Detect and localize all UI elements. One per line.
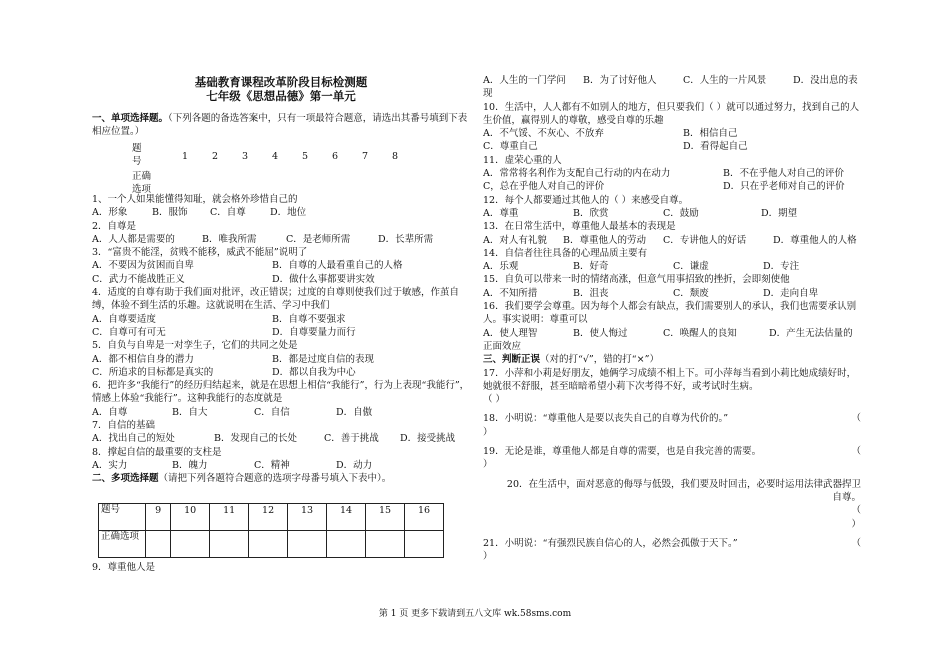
answer-grid-1	[132, 142, 472, 196]
option: D．都以自我为中心	[272, 366, 356, 378]
option: B．唯我所需	[202, 233, 257, 245]
question-11-options-row1	[483, 167, 861, 180]
option: A．自尊	[92, 406, 128, 418]
option: A．自尊要适度	[92, 313, 156, 325]
question-10-options-row2	[483, 140, 861, 153]
question-1: 1、一个人如果能懂得知耻，就会格外珍惜自己的	[92, 194, 298, 205]
option: C．颓废	[673, 287, 709, 299]
table-row	[99, 531, 444, 558]
section2-instruction: （请把下列各题符合题意的选项字母番号填入下表中）。	[158, 473, 392, 485]
question-12: 12．每个人都要通过其他人的（ ）来感受自尊。	[483, 194, 689, 206]
option: B．自大	[172, 406, 208, 418]
question-3-options-row2	[92, 273, 470, 286]
option: C．精神	[254, 459, 290, 471]
table2-number: 10	[171, 504, 210, 531]
question-10: 10．生活中，人人都有不如别人的地方，但只要我们（ ）就可以通过努力，找到自己的人生价值，赢得别人的尊敬，感受自尊的乐趣	[483, 101, 860, 126]
answer-cell[interactable]	[146, 531, 171, 558]
section1-instruction: （下列各题的备选答案中，只有一项最符合题意，请选出其番号填到下表相应位置。）	[92, 113, 468, 138]
answer-cell[interactable]	[288, 531, 327, 558]
grid1-number: 5	[302, 151, 309, 162]
answer-paren-close[interactable]: ）	[483, 459, 493, 471]
answer-paren-open[interactable]: （	[851, 413, 861, 425]
option: C．谦虚	[673, 261, 709, 273]
option: A．不要因为贫困而自卑	[92, 260, 194, 272]
option: A．乐观	[483, 261, 519, 273]
option: C．善于挑战	[324, 433, 379, 445]
question-4-options-row1	[92, 313, 470, 326]
section1-questions	[92, 193, 470, 486]
section1-heading: 一、单项选择题。	[92, 113, 169, 124]
grid1-number: 7	[362, 151, 369, 162]
question-9: 9．尊重他人是	[92, 562, 156, 573]
question-19	[483, 445, 861, 458]
option: B．为了讨好他人	[583, 75, 657, 86]
table2-number: 12	[249, 504, 288, 531]
section3-heading: 三、判断正误	[483, 354, 541, 366]
question-11-options-row2	[483, 180, 861, 193]
question-20: 20．在生活中，面对恶意的侮辱与低毁，我们要及时回击，必要时运用法律武器捍卫自尊。	[506, 478, 861, 503]
grid1-number: 2	[212, 151, 219, 162]
answer-cell[interactable]	[249, 531, 288, 558]
option: C．自信	[254, 406, 290, 418]
question-2-options	[92, 233, 470, 246]
answer-paren-open[interactable]: （	[851, 537, 861, 549]
section2-intro	[92, 472, 470, 485]
option: C．是老师所需	[286, 233, 351, 245]
option: D．做什么事都要讲实效	[272, 273, 375, 285]
option: C．专讲他人的好话	[663, 234, 747, 246]
answer-paren[interactable]: （ ）	[483, 394, 506, 406]
grid1-number: 4	[272, 151, 279, 162]
question-6-options	[92, 406, 470, 419]
option: B．发现自己的长处	[214, 433, 297, 445]
option: B．自尊的人最看重自己的人格	[272, 260, 403, 272]
option: A．不知所措	[483, 287, 538, 299]
question-4: 4．适度的自尊有助于我们面对批评，改正错误；过度的自尊则使我们过于敏感，作茧自缚，体验不到生活的乐趣。这就说明在生活、学习中我们	[92, 287, 460, 312]
option: A．尊重	[483, 207, 519, 219]
table2-number: 14	[327, 504, 366, 531]
page-title: 基础教育课程改革阶段目标检测题	[194, 75, 368, 89]
table-row	[99, 504, 444, 531]
option: A．都不相信自身的潜力	[92, 353, 194, 365]
option: D．地位	[270, 207, 307, 219]
option: A．对人有礼貌	[483, 234, 547, 246]
option: C．武力不能战胜正义	[92, 273, 185, 285]
question-18	[483, 412, 861, 425]
table2-label-bottom: 正确选项	[99, 531, 146, 558]
question-5: 5．自负与自卑是一对孪生子，它们的共同之处是	[92, 340, 298, 352]
answer-paren-close[interactable]: ）	[483, 426, 493, 438]
grid1-number: 6	[332, 151, 339, 162]
answer-cell[interactable]	[404, 531, 443, 558]
grid1-number: 3	[242, 151, 249, 162]
option: A．使人理智	[483, 327, 538, 339]
question-2: 2．自尊是	[92, 220, 137, 232]
question-5-options-row1	[92, 353, 470, 366]
answer-cell[interactable]	[366, 531, 405, 558]
grid1-label-bottom: 正确选项	[132, 171, 152, 195]
option: C．尊重自己	[483, 141, 538, 153]
question-14-options	[483, 260, 861, 273]
question-17: 17．小萍和小莉是好朋友，她俩学习成绩不相上下。可小萍每当看到小莉比她成绩好时，她就很不舒服，甚至暗暗希望小莉下次考得不好，或考试时生病。	[483, 367, 857, 392]
question-14: 14．自信者往往具备的心理品质主要有	[483, 247, 648, 259]
question-9-options	[483, 74, 861, 101]
right-questions	[483, 74, 861, 563]
option: C，总在乎他人对自己的评价	[483, 181, 605, 193]
question-4-options-row2	[92, 326, 470, 339]
option: A．形象	[92, 207, 128, 219]
question-3: 3．“富贵不能淫，贫贱不能移，威武不能屈”说明了	[92, 247, 308, 259]
option: D．自尊要量力而行	[272, 326, 356, 338]
section1-intro	[92, 112, 470, 139]
grid1-numbers	[182, 150, 422, 163]
option: D．只在乎老师对自己的评价	[723, 181, 845, 193]
answer-cell[interactable]	[210, 531, 249, 558]
option: D．走向自卑	[763, 287, 819, 299]
question-15-options	[483, 287, 861, 300]
option: D．产生无法估量的正面效应	[483, 327, 853, 352]
question-8-options	[92, 459, 470, 472]
question-10-options-row1	[483, 127, 861, 140]
option: A．人生的一门学问	[483, 75, 566, 86]
option: D．接受挑战	[400, 433, 456, 445]
question-7: 7．自信的基础	[92, 420, 156, 432]
option: D．没出息的表现	[483, 75, 858, 100]
page-subtitle: 七年级《思想品德》第一单元	[206, 89, 356, 103]
question-1-options	[92, 206, 470, 219]
grid1-number: 8	[392, 151, 399, 162]
question-21-text: 21．小明说：“有强烈民族自信心的人，必然会孤傲于天下。”	[483, 537, 738, 549]
option: A．找出自己的短处	[92, 433, 175, 445]
option: A．常常将名利作为支配自己行动的内在动力	[483, 168, 671, 180]
option: B．好奇	[573, 261, 609, 273]
option: C．唤醒人的良知	[663, 327, 737, 339]
table2-number: 13	[288, 504, 327, 531]
question-12-options	[483, 207, 861, 220]
option: B．使人悔过	[573, 327, 628, 339]
option: D．尊重他人的人格	[773, 234, 857, 246]
option: A．人人都是需要的	[92, 233, 175, 245]
answer-cell[interactable]	[327, 531, 366, 558]
option: B．不在乎他人对自己的评价	[723, 168, 844, 180]
option: B．服饰	[152, 207, 188, 219]
answer-paren-close[interactable]: ）	[851, 518, 861, 530]
section2-heading: 二、多项选择题	[92, 473, 159, 485]
answer-cell[interactable]	[171, 531, 210, 558]
section3-intro	[483, 353, 861, 366]
question-16-options	[483, 327, 861, 354]
option: D．专注	[763, 261, 800, 273]
option: B．魄力	[172, 459, 208, 471]
answer-paren-open[interactable]: （	[851, 446, 861, 458]
option: A．不气馁、不灰心、不放弃	[483, 128, 604, 140]
option: A．实力	[92, 459, 128, 471]
option: B．自尊不要强求	[272, 313, 346, 325]
answer-table-2	[98, 503, 444, 558]
question-21	[483, 537, 861, 550]
section3-instruction: （对的打“√”，错的打“×”）	[540, 354, 659, 366]
question-11: 11．虚荣心重的人	[483, 154, 562, 166]
answer-paren-open[interactable]: （	[851, 505, 861, 517]
grid1-label-top: 题号	[132, 143, 142, 167]
table2-label-top: 题号	[99, 504, 146, 531]
page-footer: 第 1 页 更多下载请到五八文库 wk.58sms.com	[378, 609, 572, 619]
option: D．期望	[761, 207, 798, 219]
question-13: 13．在日常生活中，尊重他人最基本的表现是	[483, 221, 676, 233]
option: C．鼓励	[663, 207, 699, 219]
question-16: 16．我们要学会尊重。因为每个人都会有缺点，我们需要别人的承认，我们也需要承认别人。事实说明：尊重可以	[483, 301, 857, 326]
table2-number: 15	[366, 504, 405, 531]
option: C．所追求的目标都是真实的	[92, 366, 214, 378]
option: B．都是过度自信的表现	[272, 353, 374, 365]
option: D．看得起自己	[683, 141, 748, 153]
option: C．自尊	[210, 207, 246, 219]
question-5-options-row2	[92, 366, 470, 379]
question-13-options	[483, 234, 861, 247]
question-6: 6．把许多“我能行”的经历归结起来，就是在思想上相信“我能行”，行为上表现“我能行”，情感上体验“我能行”。这种我能行的态度就是	[92, 380, 470, 405]
grid1-number: 1	[182, 151, 189, 162]
option: B．欣赏	[573, 207, 609, 219]
question-8: 8．撑起自信的最重要的支柱是	[92, 446, 222, 458]
option: B．沮丧	[573, 287, 609, 299]
option: D．动力	[336, 459, 373, 471]
table2-number: 16	[404, 504, 443, 531]
question-15: 15．自负可以带来一时的情绪高涨，但意气用事招致的挫折，会即刻使他	[483, 274, 790, 286]
option: C．人生的一片风景	[683, 75, 767, 86]
option: D．长辈所需	[378, 233, 434, 245]
option: B．尊重他人的劳动	[563, 234, 646, 246]
question-3-options-row1	[92, 259, 470, 272]
table2-number: 9	[146, 504, 171, 531]
option: B．相信自己	[683, 128, 738, 140]
option: C．自尊可有可无	[92, 326, 166, 338]
answer-paren-close[interactable]: ）	[483, 551, 493, 563]
table2-number: 11	[210, 504, 249, 531]
question-18-text: 18．小明说：“尊重他人是要以丧失自己的自尊为代价的。”	[483, 413, 729, 425]
question-19-text: 19．无论是谁，尊重他人都是自尊的需要，也是自我完善的需要。	[483, 446, 762, 458]
question-7-options	[92, 432, 470, 445]
option: D．自傲	[336, 406, 373, 418]
